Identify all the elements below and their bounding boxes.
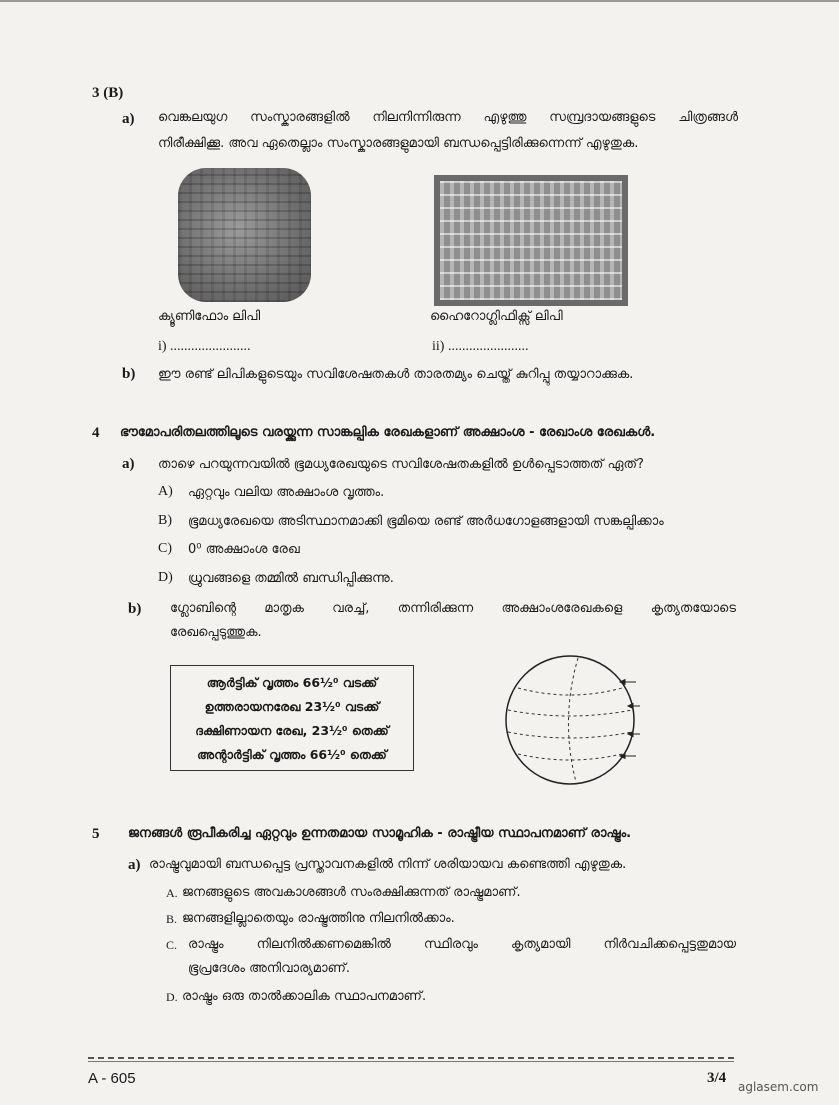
tropic-of-cancer-label: ഉത്തരായനരേഖ 23½⁰ വടക്ക് xyxy=(204,699,380,714)
q4-option-b: ഭൂമധ്യരേഖയെ അടിസ്ഥാനമാക്കി ഭൂമിയെ രണ്ട് അർധഗോളങ്ങളായി സങ്കല്പിക്കാം xyxy=(188,514,664,529)
q5-option-a-key: A. xyxy=(166,886,178,900)
answer-blank-1: i) ....................... xyxy=(158,339,251,354)
q4-option-d: ധ്രുവങ്ങളെ തമ്മിൽ ബന്ധിപ്പിക്കുന്നു. xyxy=(188,571,394,586)
q5-a-text: രാഷ്ട്രവുമായി ബന്ധപ്പെട്ട പ്രസ്താവനകളിൽ നിന്ന് ശരിയായവ കണ്ടെത്തി എഴുതുക. xyxy=(149,857,627,872)
q4-b-line2: രേഖപ്പെടുത്തുക. xyxy=(170,625,262,640)
question-5-number: 5 xyxy=(92,826,100,842)
q3-a-line1: വെങ്കലയുഗ സംസ്കാരങ്ങളിൽ നിലനിന്നിരുന്ന എഴുത്തു സമ്പ്രദായങ്ങളുടെ ചിത്രങ്ങൾ xyxy=(158,110,738,125)
tropic-of-capricorn-line xyxy=(508,732,632,738)
q4-stem: ഭൗമോപരിതലത്തിലൂടെ വരയ്ക്കുന്ന സാങ്കല്പിക രേഖകളാണ് അക്ഷാംശ - രേഖാംശ രേഖകൾ. xyxy=(120,425,656,440)
arrow-markers xyxy=(620,680,640,759)
q5-option-b-key: B. xyxy=(166,912,178,926)
q5-stem: ജനങ്ങൾ രൂപീകരിച്ച ഏറ്റവും ഉന്നതമായ സാമൂഹിക - രാഷ്ട്രീയ സ്ഥാപനമാണ് രാഷ്ട്രം. xyxy=(128,826,632,841)
question-4-number: 4 xyxy=(92,425,100,441)
cuneiform-caption: ക്യൂണിഫോം ലിപി xyxy=(158,309,261,324)
q4-option-c-key: C) xyxy=(158,541,172,556)
footer-rule-dashed xyxy=(88,1057,734,1059)
q5-a-label: a) xyxy=(128,857,141,873)
q5-option-c-key: C. xyxy=(166,938,178,952)
page-number: 3/4 xyxy=(707,1070,727,1086)
q3-b-label: b) xyxy=(122,366,136,382)
q5-option-a: ജനങ്ങളുടെ അവകാശങ്ങൾ സംരക്ഷിക്കുന്നത് രാഷ്ട്രമാണ്. xyxy=(182,885,521,900)
footer-rule xyxy=(88,1061,734,1062)
globe-outline xyxy=(506,656,634,784)
question-3-number: 3 (B) xyxy=(92,85,124,101)
arctic-circle-label: ആർട്ടിക് വൃത്തം 66½⁰ വടക്ക് xyxy=(206,675,378,690)
hieroglyphics-image xyxy=(434,175,628,306)
watermark: aglasem.com xyxy=(738,1080,819,1094)
q4-a-label: a) xyxy=(122,456,135,472)
q4-a-text: താഴെ പറയുന്നവയിൽ ഭൂമധ്യരേഖയുടെ സവിശേഷതകളിൽ ഉൾപ്പെടാത്തത് ഏത്? xyxy=(158,457,644,472)
answer-blank-2: ii) ....................... xyxy=(432,339,529,354)
antarctic-circle-label: അന്റാർട്ടിക് വൃത്തം 66½⁰ തെക്ക് xyxy=(197,747,387,762)
q5-option-c-line2: ഭൂപ്രദേശം അനിവാര്യമാണ്. xyxy=(188,961,351,976)
q4-option-b-key: B) xyxy=(158,513,172,528)
paper-code: A - 605 xyxy=(88,1070,136,1087)
tropic-of-cancer-line xyxy=(508,710,632,716)
q5-option-d-key: D. xyxy=(166,990,178,1004)
globe-diagram xyxy=(500,650,640,790)
latitude-lines-box xyxy=(170,665,414,771)
q3-a-label: a) xyxy=(122,111,135,127)
q3-b-text: ഈ രണ്ട് ലിപികളുടെയും സവിശേഷതകൾ താരതമ്യം ചെയ്ത് കുറിപ്പു തയ്യാറാക്കുക. xyxy=(158,367,634,382)
q5-option-c-line1: രാഷ്ട്രം നിലനിൽക്കണമെങ്കിൽ സ്ഥിരവും കൃത്യമായി നിർവചിക്കപ്പെട്ടതുമായ xyxy=(188,937,736,952)
antarctic-circle-line xyxy=(518,754,622,760)
q4-b-line1: ഗ്ലോബിന്റെ മാതൃക വരച്ച്, തന്നിരിക്കുന്ന അക്ഷാംശരേഖകളെ കൃത്യതയോടെ xyxy=(170,601,736,616)
hieroglyphics-caption: ഹൈറോഗ്ലിഫിക്സ് ലിപി xyxy=(430,309,563,324)
q4-b-label: b) xyxy=(128,601,142,617)
cuneiform-tablet-image xyxy=(178,168,311,302)
tropic-of-capricorn-label: ദക്ഷിണായന രേഖ, 23½⁰ തെക്ക് xyxy=(195,723,389,738)
q4-option-a: ഏറ്റവും വലിയ അക്ഷാംശ വൃത്തം. xyxy=(188,485,385,500)
meridian-line xyxy=(568,658,578,782)
top-border xyxy=(0,0,839,6)
q4-option-d-key: D) xyxy=(158,570,173,585)
q5-option-d: രാഷ്ട്രം ഒരു താൽക്കാലിക സ്ഥാപനമാണ്. xyxy=(182,989,427,1004)
q4-option-a-key: A) xyxy=(158,484,173,499)
q5-option-b: ജനങ്ങളില്ലാതെയും രാഷ്ട്രത്തിനു നിലനിൽക്കാം. xyxy=(182,911,455,926)
q3-a-line2: നിരീക്ഷിക്കൂ. അവ ഏതെല്ലാം സംസ്കാരങ്ങളുമായി ബന്ധപ്പെട്ടിരിക്കുന്നെന്ന് എഴുതുക. xyxy=(158,136,639,151)
q4-option-c: 0⁰ അക്ഷാംശ രേഖ xyxy=(188,542,300,557)
